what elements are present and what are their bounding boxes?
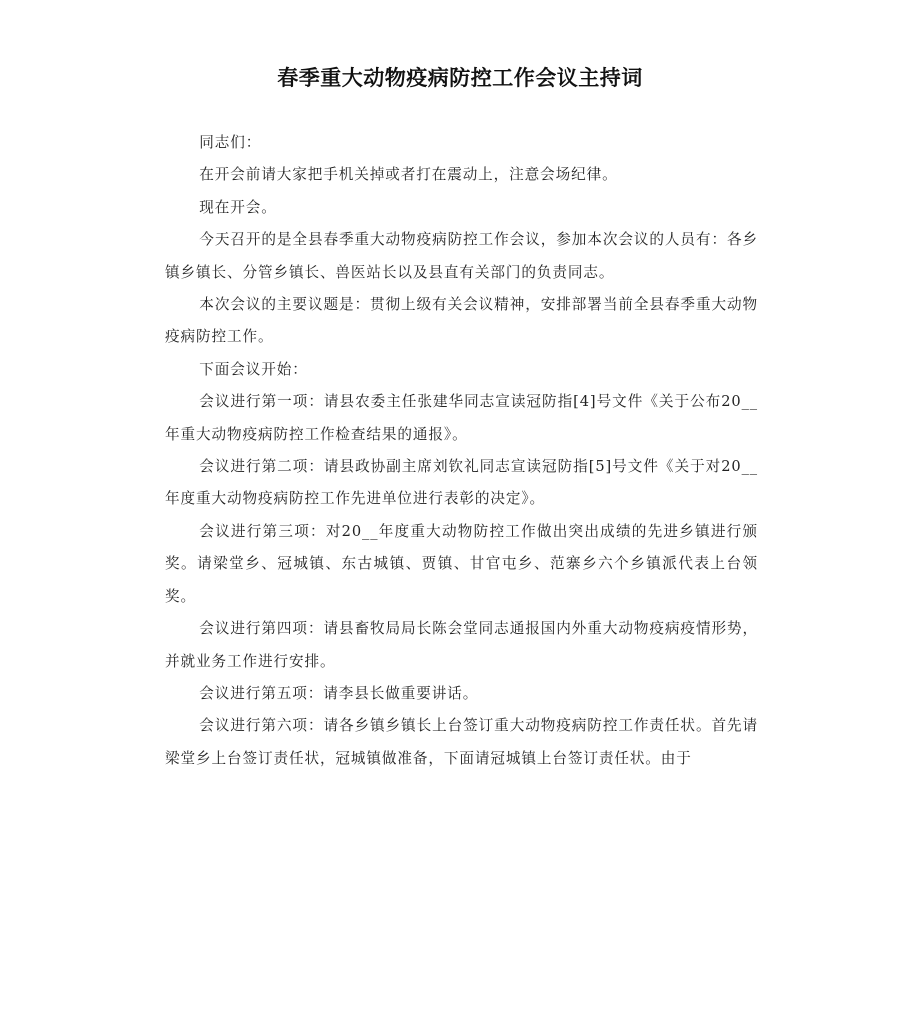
paragraph-item-4: 会议进行第四项：请县畜牧局局长陈会堂同志通报国内外重大动物疫病疫情形势，并就业务工作进行安排。 [165,620,758,670]
paragraph-attendees: 今天召开的是全县春季重大动物疫病防控工作会议，参加本次会议的人员有：各乡镇乡镇长、分管乡镇长、兽医站长以及县直有关部门的负责同志。 [165,231,758,281]
document-title: 春季重大动物疫病防控工作会议主持词 [277,66,643,90]
paragraph-item-1: 会议进行第一项：请县农委主任张建华同志宣读冠防指[4]号文件《关于公布20__年重大动物疫病防控工作检查结果的通报》。 [165,393,758,443]
paragraph-item-3: 会议进行第三项：对20__年度重大动物防控工作做出突出成绩的先进乡镇进行颁奖。请梁堂乡、冠城镇、东古城镇、贾镇、甘官屯乡、范寨乡六个乡镇派代表上台领奖。 [165,522,758,605]
paragraph-item-5: 会议进行第五项：请李县长做重要讲话。 [199,684,479,702]
paragraph-meeting-start: 下面会议开始： [199,360,308,378]
document-body [165,127,758,775]
paragraph-item-2: 会议进行第二项：请县政协副主席刘钦礼同志宣读冠防指[5]号文件《关于对20__年度重大动物疫病防控工作先进单位进行表彰的决定》。 [165,458,758,508]
paragraph-greeting: 同志们： [199,134,262,151]
paragraph-item-6: 会议进行第六项：请各乡镇乡镇长上台签订重大动物疫病防控工作责任状。首先请梁堂乡上台签订责任状，冠城镇做准备，下面请冠城镇上台签订责任状。由于 [165,717,758,767]
paragraph-phone-notice: 在开会前请大家把手机关掉或者打在震动上，注意会场纪律。 [199,166,618,184]
paragraph-agenda-topic: 本次会议的主要议题是：贯彻上级有关会议精神，安排部署当前全县春季重大动物疫病防控工作。 [165,296,758,346]
paragraph-meeting-open: 现在开会。 [199,198,277,216]
